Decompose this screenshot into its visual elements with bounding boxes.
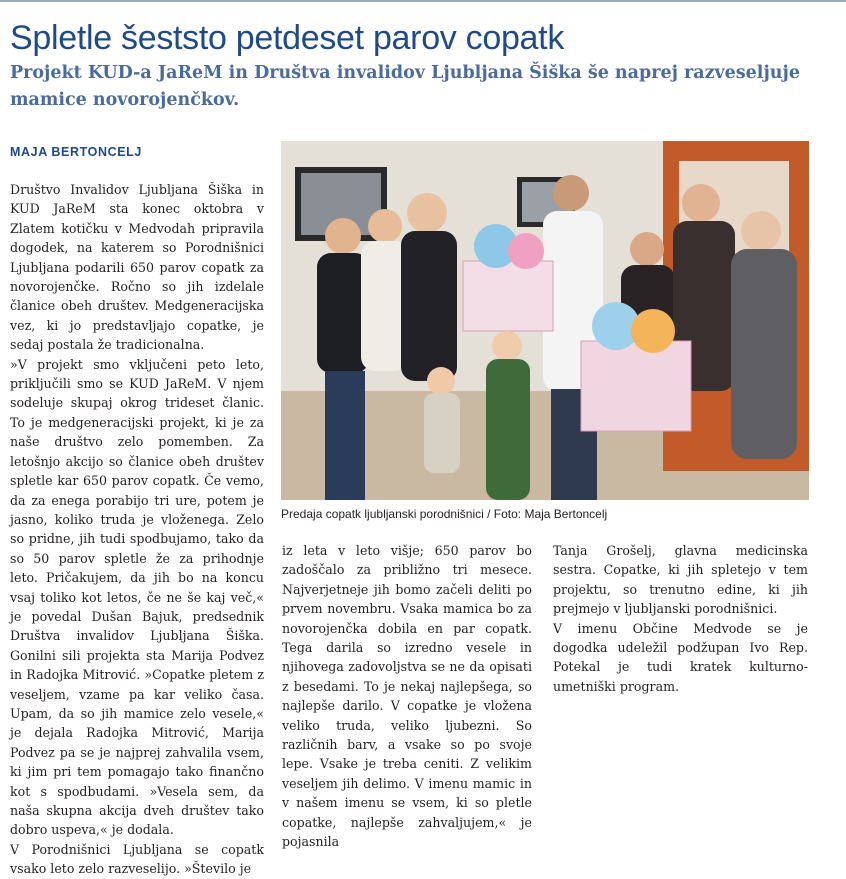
author-byline: MAJA BERTONCELJ: [10, 145, 142, 159]
article-column-1: [10, 180, 264, 879]
paragraph: iz leta v leto višje; 650 parov bo zadoščalo za približno tri mesece. Najverjetneje jih bomo začeli deliti po prvem novembru. Vsaka mamica bo za novorojenčka dobila en par copatk. Tega darila so izredno vesele in njihovega zadovoljstva se ne da opisati z besedami. To je nekaj najlepšega, so najlepše darilo. V copatke je vložena veliko truda, veliko ljubezni. So različnih barv, a vsake so po svoje lepe. Vsake je treba ceniti. Z velikim veseljem jih delimo. V imenu mamic in v našem imenu se vsem, ki so pletle copatke, najlepše zahvaljujem,« je pojasnila: [282, 543, 532, 850]
article-column-2: [282, 541, 532, 852]
article-deck: Projekt KUD-a JaReM in Društva invalidov Ljubljana Šiška še naprej razveseljuje mamice novorojenčkov.: [10, 63, 800, 110]
article-photo: [281, 141, 809, 500]
top-rule: [0, 0, 846, 2]
paragraph: Tanja Grošelj, glavna medicinska sestra. Copatke, ki jih spletejo v tem projektu, so trenutno edine, ki jih prejmejo v ljubljanski porodnišnici.: [553, 543, 808, 617]
photo-caption: Predaja copatk ljubljanski porodnišnici / Foto: Maja Bertoncelj: [281, 507, 608, 521]
paragraph: Društvo Invalidov Ljubljana Šiška in KUD JaReM sta konec oktobra v Zlatem kotičku v Medvodah pripravila dogodek, na katerem so Porodnišnici Ljubljana podarili 650 parov copatk za novorojenčke. Ročno so jih izdelale članice obeh društev. Medgeneracijska vez, ki jo predstavljajo copatke, je sedaj postala že tradicionalna.: [10, 182, 264, 353]
article-column-3: [553, 541, 808, 696]
paragraph: V Porodnišnici Ljubljana se copatk vsako leto zelo razveselijo. »Število je: [10, 841, 264, 877]
paragraph: V imenu Občine Medvode se je dogodka udeležil podžupan Ivo Rep. Potekal je tudi kratek kulturno-umetniški program.: [553, 620, 808, 694]
paragraph: »V projekt smo vključeni peto leto, priključili smo se KUD JaReM. V njem sodeluje skupaj okrog trideset članic. To je medgeneracijski projekt, ki je za naše društvo zelo pomemben. Za letošnjo akcijo so članice obeh društev spletle kar 650 parov copatk. Če vemo, da za enega porabijo tri ure, potem je jasno, koliko truda je vloženega. Zelo so pridne, jih tudi spodbujamo, tako da so 50 parov spletle že za prihodnje leto. Pričakujem, da jih bo na koncu vsaj toliko kot letos, če ne še kaj več,« je povedal Dušan Bajuk, predsednik Društva invalidov Ljubljana Šiška. Gonilni sili projekta sta Marija Podvez in Radojka Mitrović. »Copatke pletem z veseljem, vzame pa kar veliko časa. Upam, da so jih mamice zelo vesele,« je dejala Radojka Mitrović, Marija Podvez pa se je najprej zahvalila vsem, ki jim pri tem pomagajo tako finančno kot s spodbudami. »Vesela sem, da naša skupna akcija dveh društev tako dobro uspeva,« je dodala.: [10, 356, 264, 838]
article-headline: Spletle šeststo petdeset parov copatk: [10, 18, 565, 57]
